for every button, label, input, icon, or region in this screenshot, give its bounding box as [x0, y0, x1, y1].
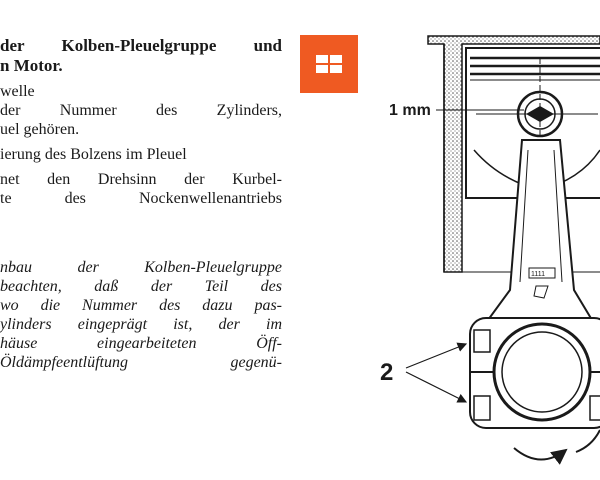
note-line-2: beachten, daß der Teil des — [0, 278, 282, 295]
section-heading-line-1: der Kolben-Pleuelgruppe und — [0, 36, 282, 55]
arrow-lower — [406, 372, 466, 402]
rotation-arrow — [514, 430, 600, 460]
conrod-stamp: 1111 — [531, 271, 546, 278]
component-label-2: 2 — [380, 359, 394, 386]
note-line-1: nbau der Kolben-Pleuelgruppe — [0, 259, 282, 276]
item-4-line-1: net den Drehsinn der Kurbel- — [0, 171, 282, 188]
big-end — [470, 318, 600, 428]
section-heading-line-2: n Motor. — [0, 56, 63, 75]
note-line-4: ylinders eingeprägt ist, der im — [0, 316, 282, 333]
offset-label-1mm: 1 mm — [389, 102, 431, 119]
text-column — [0, 36, 282, 372]
note-line-3: wo die Nummer des dazu pas- — [0, 297, 282, 314]
item-3-line-1: ierung des Bolzens im Pleuel — [0, 146, 187, 163]
item-2-line-2: uel gehören. — [0, 121, 80, 138]
note-line-5: häuse eingearbeiteten Öff- — [0, 335, 282, 352]
item-4-line-2: te des Nockenwellenantriebs — [0, 190, 282, 207]
note-line-6: Öldämpfeentlüftung gegenü- — [0, 354, 282, 371]
arrow-upper — [406, 344, 466, 368]
item-1-line-1: welle — [0, 83, 35, 100]
piston-conrod-figure — [372, 26, 600, 480]
section-badge — [300, 35, 358, 93]
item-2-line-1: der Nummer des Zylinders, — [0, 102, 282, 119]
